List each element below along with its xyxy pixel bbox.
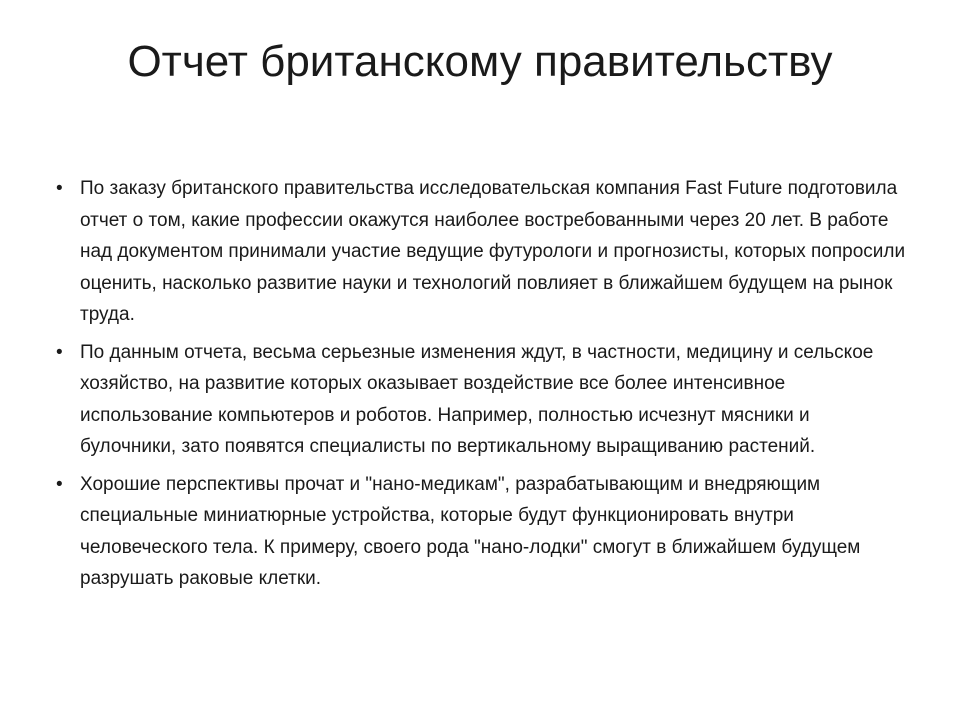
bullet-dot-icon: • (56, 341, 63, 363)
bullet-item-3 (50, 469, 910, 595)
bullet-dot-icon: • (56, 178, 63, 199)
slide-title: Отчет британскому правительству (127, 37, 833, 86)
bullet-item-1 (50, 173, 910, 331)
bullet-item-2 (50, 337, 910, 463)
bullet-text: По заказу британского правительства исследовательская компания Fast Future подготовила отчет о том, какие профессии окажутся наиболее востребованными через 20 лет. В работе над документом принимали участие ведущие футурологи и прогнозисты, которых попросили оценить, насколько развитие науки и технологий повлияет в ближайшем будущем на рынок труда. (80, 178, 906, 325)
bullet-text: По данным отчета, весьма серьезные изменения ждут, в частности, медицину и сельское хозяйство, на развитие которых оказывает воздействие все более интенсивное использование компьютеров и роботов. Например, полностью исчезнут мясники и булочники, зато появятся специалисты по вертикальному выращиванию растений. (80, 341, 874, 457)
bullet-text: Хорошие перспективы прочат и "нано-медикам", разрабатывающим и внедряющим специальные миниатюрные устройства, которые будут функционировать внутри человеческого тела. К примеру, своего рода "нано-лодки" смогут в ближайшем будущем разрушать раковые клетки. (80, 473, 861, 589)
bullet-list (50, 173, 910, 601)
bullet-dot-icon: • (56, 473, 63, 495)
